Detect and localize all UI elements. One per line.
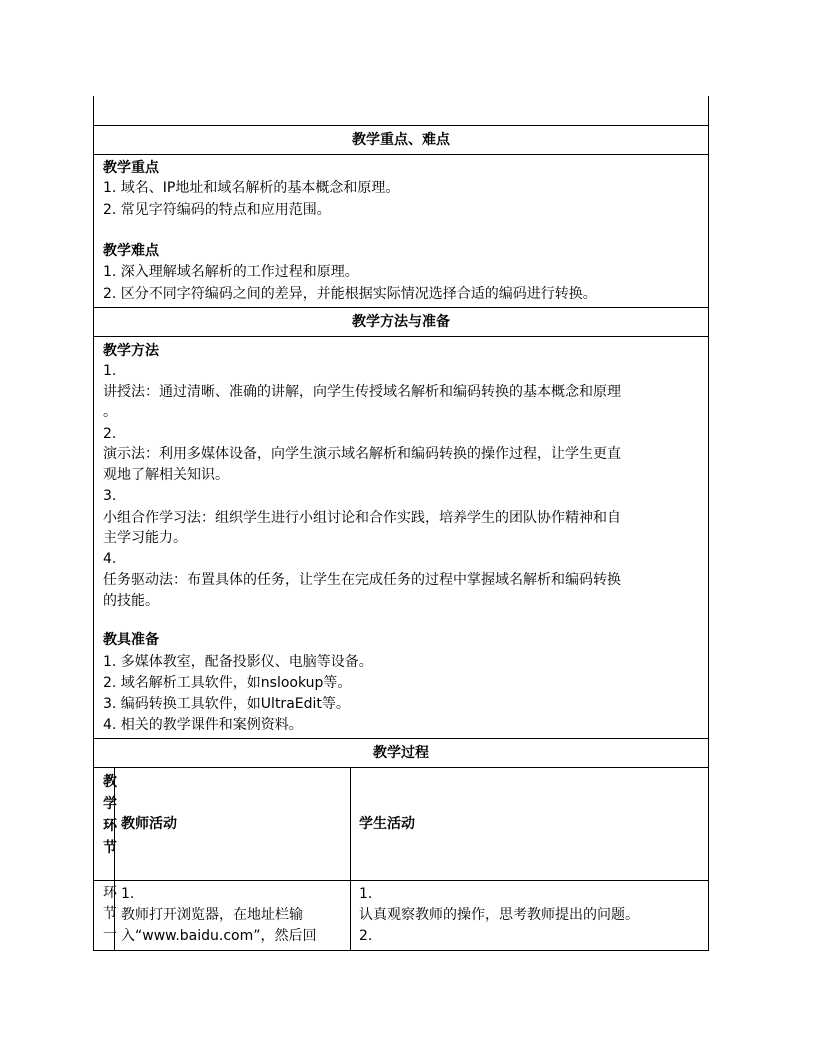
stage-cell	[94, 881, 117, 950]
method-text: 小组合作学习法：组织学生进行小组讨论和合作实践，培养学生的团队协作精神和自	[103, 510, 621, 526]
method-number: 4.	[103, 551, 117, 567]
tools-item: 3. 编码转换工具软件，如UltraEdit等。	[103, 696, 350, 712]
stage-char: 一	[103, 927, 117, 943]
stage-char: 节	[103, 906, 117, 922]
tools-item: 2. 域名解析工具软件，如nslookup等。	[103, 675, 352, 691]
method-text: 。	[103, 404, 117, 420]
student-activity-line: 认真观察教师的操作，思考教师提出的问题。	[359, 907, 639, 923]
method-text: 讲授法：通过清晰、准确的讲解，向学生传授域名解析和编码转换的基本概念和原理	[103, 384, 621, 400]
student-activity-line: 1.	[359, 886, 373, 902]
row-divider	[93, 125, 709, 126]
tools-item: 4. 相关的教学课件和案例资料。	[103, 717, 303, 733]
teacher-activity-line: 1.	[121, 886, 135, 902]
stage-char: 环	[103, 885, 117, 901]
section-header-process: 教学过程	[373, 745, 429, 761]
teacher-activity-line: 教师打开浏览器，在地址栏输	[121, 907, 303, 923]
stage-header-char: 环	[103, 818, 117, 834]
tools-item: 1. 多媒体教室，配备投影仪、电脑等设备。	[103, 654, 373, 670]
teacher-activity-cell	[115, 881, 350, 950]
section-header-key-points: 教学重点、难点	[352, 132, 450, 148]
method-text: 演示法：利用多媒体设备，向学生演示域名解析和编码转换的操作过程，让学生更直	[103, 446, 621, 462]
row-divider	[93, 154, 709, 155]
row-divider	[93, 767, 709, 768]
focus-title: 教学重点	[103, 160, 159, 176]
stage-header-cell	[94, 768, 117, 880]
method-text: 任务驱动法：布置具体的任务，让学生在完成任务的过程中掌握域名解析和编码转换	[103, 572, 621, 588]
focus-item: 2. 常见字符编码的特点和应用范围。	[103, 202, 331, 218]
method-number: 2.	[103, 426, 117, 442]
tools-title: 教具准备	[103, 632, 159, 648]
row-divider	[93, 738, 709, 739]
methods-title: 教学方法	[103, 343, 159, 359]
difficulty-item: 2. 区分不同字符编码之间的差异，并能根据实际情况选择合适的编码进行转换。	[103, 286, 597, 302]
stage-header-char: 节	[103, 840, 117, 856]
method-number: 1.	[103, 363, 117, 379]
stage-header-char: 学	[103, 796, 117, 812]
student-activity-header: 学生活动	[359, 816, 415, 832]
teacher-activity-line: 入“www.baidu.com”，然后回	[121, 928, 317, 944]
focus-item: 1. 域名、IP地址和域名解析的基本概念和原理。	[103, 180, 400, 196]
method-text: 的技能。	[103, 593, 159, 609]
difficulty-title: 教学难点	[103, 243, 159, 259]
method-number: 3.	[103, 488, 117, 504]
method-text: 主学习能力。	[103, 530, 187, 546]
teacher-activity-header: 教师活动	[121, 816, 177, 832]
difficulty-item: 1. 深入理解域名解析的工作过程和原理。	[103, 264, 359, 280]
student-activity-line: 2.	[359, 928, 373, 944]
student-activity-cell	[351, 881, 708, 950]
method-text: 观地了解相关知识。	[103, 467, 229, 483]
table-border-right	[708, 96, 709, 951]
row-divider	[93, 307, 709, 308]
table-border-bottom	[93, 950, 709, 951]
stage-header-char: 教	[103, 774, 117, 790]
row-divider	[93, 336, 709, 337]
section-header-methods: 教学方法与准备	[352, 314, 450, 330]
